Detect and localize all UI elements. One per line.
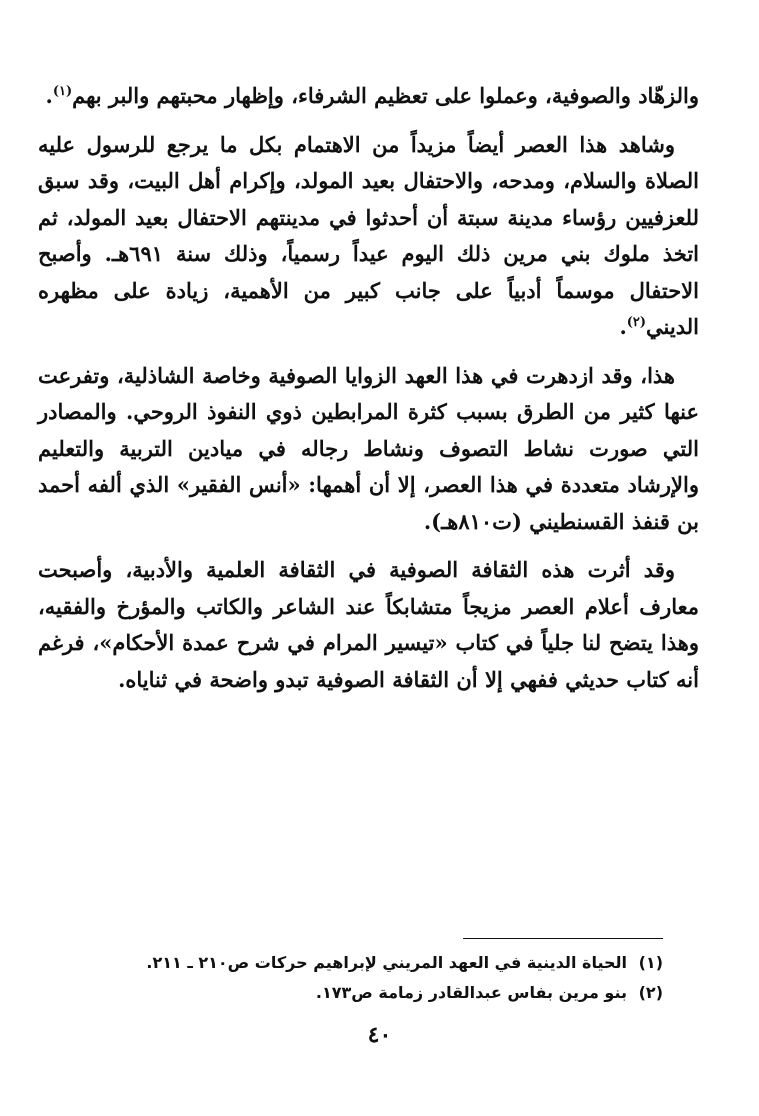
footnote-2-number: (٢) (638, 983, 663, 1002)
paragraph-4: وقد أثرت هذه الثقافة الصوفية في الثقافة العلمية والأدبية، وأصبحت معارف أعلام العصر مزيجاً متشابكاً عند الشاعر والكاتب والمؤرخ والفقيه، وهذا يتضح لنا جلياً في كتاب «تيسير المرام في شرح عمدة الأحكام»، فرغم أنه كتاب حديثي ففهي إلا أن الثقافة الصوفية تبدو واضحة في ثناياه. (38, 557, 699, 692)
footnote-ref-2: (٢) (626, 315, 647, 330)
paragraph-1-end: . (45, 83, 53, 108)
footnote-2-text: بنو مرين بفاس عبدالقادر زمامة ص١٧٣. (315, 983, 627, 1002)
footnote-1-text: الحياة الدينية في العهد المريني لإبراهيم حركات ص٢١٠ ـ ٢١١. (146, 953, 627, 972)
body-text (38, 78, 699, 710)
page-number: ٤٠ (367, 1022, 392, 1048)
footnote-divider (463, 938, 663, 939)
paragraph-2-end: . (619, 314, 627, 339)
paragraph-3: هذا، وقد ازدهرت في هذا العهد الزوايا الصوفية وخاصة الشاذلية، وتفرعت عنها كثير من الطرق بسبب كثرة المرابطين ذوي النفوذ الروحي. والمصادر التي صورت نشاط التصوف ونشاط رجاله في ميادين التربية والتعليم والإرشاد متعددة في هذا العصر، إلا أن أهمها: «أنس الفقير» الذي ألفه أحمد بن قنفذ القسنطيني (ت٨١٠هـ). (38, 362, 699, 534)
paragraph-2-text: وشاهد هذا العصر أيضاً مزيداً من الاهتمام بكل ما يرجع للرسول عليه الصلاة والسلام، ومدحه، والاحتفال بعيد المولد، وإكرام أهل البيت، وقد سبق للعزفيين رؤساء مدينة سبتة أن أحدثوا في مدينتهم الاحتفال بعيد المولد، ثم اتخذ ملوك بني مرين ذلك اليوم عيداً رسمياً، وذلك سنة ٦٩١هـ. وأصبح الاحتفال موسماً أدبياً على جانب كبير من الأهمية، زيادة على مظهره الديني (38, 131, 699, 339)
footnote-ref-1: (١) (52, 84, 73, 99)
footnote-1 (40, 948, 663, 978)
footnote-1-number: (١) (638, 953, 663, 972)
footnote-2 (40, 978, 663, 1008)
paragraph-1 (38, 78, 699, 115)
footnotes (40, 948, 663, 1008)
paragraph-2 (38, 127, 699, 346)
paragraph-1-text: والزهّاد والصوفية، وعملوا على تعظيم الشرفاء، وإظهار محبتهم والبر بهم (72, 83, 699, 108)
